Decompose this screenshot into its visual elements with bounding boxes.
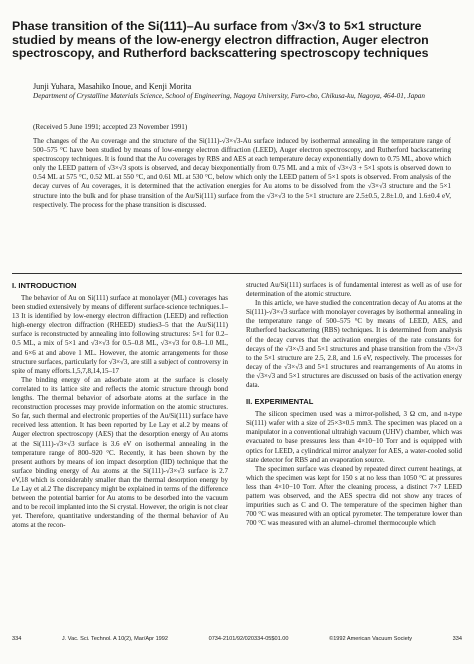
footer-journal: J. Vac. Sci. Technol. A 10(2), Mar/Apr 1992 <box>61 636 169 642</box>
intro-paragraph-continued: structed Au/Si(111) surfaces is of fundamental interest as well as of use for determination of the atomic structure. <box>246 281 462 299</box>
introduction-heading: I. INTRODUCTION <box>12 281 77 290</box>
left-column <box>12 281 228 530</box>
intro-paragraph-3: In this article, we have studied the concentration decay of Au atoms at the Si(111)-√3×√3 surface with monolayer coverages by isothermal annealing in the temperature range of 500–575 °C by means of LEED, AES, and Rutherford backscattering (RBS) techniques. It is determined from analysis of the decay curves that the activation energies of the rate constants for decays of the √3×√3 and 5×1 structures and phase transition from the √3×√3 to the 5×1 structure are 2.5, 2.8, and 1.6 eV, respectively. The processes for decay of the √3×√3 and 5×1 structures and rearrangements of Au atoms in the √3×√3 and 5×1 structures are discussed on basis of the activation energy data. <box>246 299 462 390</box>
experimental-paragraph-1: The silicon specimen used was a mirror-polished, 3 Ω cm, and n-type Si(111) wafer with a size of 25×3×0.5 mm3. The specimen was placed on a manipulator in a conventional ultrahigh vacuum (UHV) chamber, which was evacuated to base pressures less than 4×10−10 Torr and is equipped with optics for LEED, a cylindrical mirror analyzer for AES, a water-cooled solid state detector for RBS and an evaporation source. <box>246 410 462 464</box>
footer-copyright: ©1992 American Vacuum Society <box>329 636 413 642</box>
paper-title: Phase transition of the Si(111)–Au surface from √3×√3 to 5×1 structure studied by means of the low-energy electron diffraction, Auger electron spectroscopy, and Rutherford backscattering spectroscopy techniques <box>12 19 429 61</box>
section-divider <box>12 273 462 274</box>
author-list: Junji Yuhara, Masahiko Inoue, and Kenji Morita <box>33 82 192 91</box>
footer-code: 0734-2101/92/020334-05$01.00 <box>208 636 289 642</box>
affiliation: Department of Crystalline Materials Science, School of Engineering, Nagoya University, Furo-cho, Chikusa-ku, Nagoya, 464-01, Japan <box>33 92 425 100</box>
intro-paragraph-2: The binding energy of an adsorbate atom at the surface is closely correlated to its lattice site and reflects the atomic structure through bond lengths. The thermal behavior of adsorbate atoms at the surface in the reconstruction processes may provide information on the atomic structures. So far, such thermal and electronic properties of the Au/Si(111) surface have received less attention. It has been reported by Le Lay et al.2 by means of Auger electron spectroscopy (AES) that the desorption energy of Au atoms at the Si(111)-√3×√3 surface is 3.6 eV on isothermal annealing in the temperature range of 800–920 °C. Recently, it has been shown by the present authors by means of ion impact desorption (IID) technique that the surface binding energy of Au atoms at the Si(111)-√3×√3 surface is 2.7 eV,18 which is considerably smaller than the thermal desorption energy by Le Lay et al.2 The discrepancy might be explained in terms of the difference between the potential barrier for Au atoms to be desorbed into the vacuum and to be recoil implanted into the Si crystal. However, the origin is not clear yet. Therefore, quantitative understanding of the thermal behavior of Au atoms at the recon- <box>12 375 228 530</box>
received-dates: (Received 5 June 1991; accepted 23 November 1991) <box>33 123 188 131</box>
abstract: The changes of the Au coverage and the structure of the Si(111)-√3×√3-Au surface induced by isothermal annealing in the temperature range of 500–575 °C have been studied by means of low-energy electron diffraction (LEED), Auger electron spectroscopy, and Rutherford backscattering spectroscopy techniques. It is found that the Au coverages by RBS and AES at each temperature decay exponentially down to 0.75 ML, above which only the LEED pattern of √3×√3 spots is observed, and decay biexponentially from 0.75 ML and a mix of √3×√3 + 5×1 spots is observed down to 0.54 ML at 575 °C, 0.52 ML at 550 °C, and 0.61 ML at 530 °C, below which only the LEED pattern of 5×1 spots is observed. From analysis of the decay curves of Au coverages, it is determined that the activation energies for Au atoms to be dissolved from the √3×√3 structure and the 5×1 structure into the bulk and for phase transition of the Au/Si(111) surface from the √3×√3 to the 5×1 structure are 2.5±0.5, 2.8±1.0, and 1.6±0.4 eV, respectively. The process for the phase transition is discussed. <box>33 137 451 209</box>
footer-page-number-left: 334 <box>12 636 22 642</box>
experimental-paragraph-2: The specimen surface was cleaned by repeated direct current heatings, at which the specimen was kept for 150 s at no less than 1050 °C at pressures less than 4×10−10 Torr. After the cleaning process, a distinct 7×7 LEED pattern was observed, and the AES spectra did not show any traces of impurities such as C and O. The temperature of the specimen higher than 700 °C was measured with an optical pyrometer. The temperature lower than 700 °C was measured with an alumel–chromel thermocouple which <box>246 464 462 528</box>
footer-page-number-right: 334 <box>452 636 462 642</box>
page-footer <box>12 635 462 643</box>
right-column <box>246 281 462 528</box>
intro-paragraph-1: The behavior of Au on Si(111) surface at monolayer (ML) coverages has been studied extensively by means of different surface-science techniques.1–13 It is identified by low-energy electron diffraction (LEED) and reflection high-energy electron diffraction (RHEED) studies3–5 that the Au/Si(111) surface is reconstructed by annealing into following structures: 5×1 for 0.2–0.5 ML, a mix of 5×1 and √3×√3 for 0.5–0.8 ML, √3×√3 for 0.8–1.0 ML, and 6×6 at and above 1 ML. However, the atomic arrangements for those structure surfaces, particularly for √3×√3, are still a subject of controversy in spite of many efforts.1,5,7,8,14,15–17 <box>12 294 228 375</box>
experimental-heading: II. EXPERIMENTAL <box>246 397 314 407</box>
